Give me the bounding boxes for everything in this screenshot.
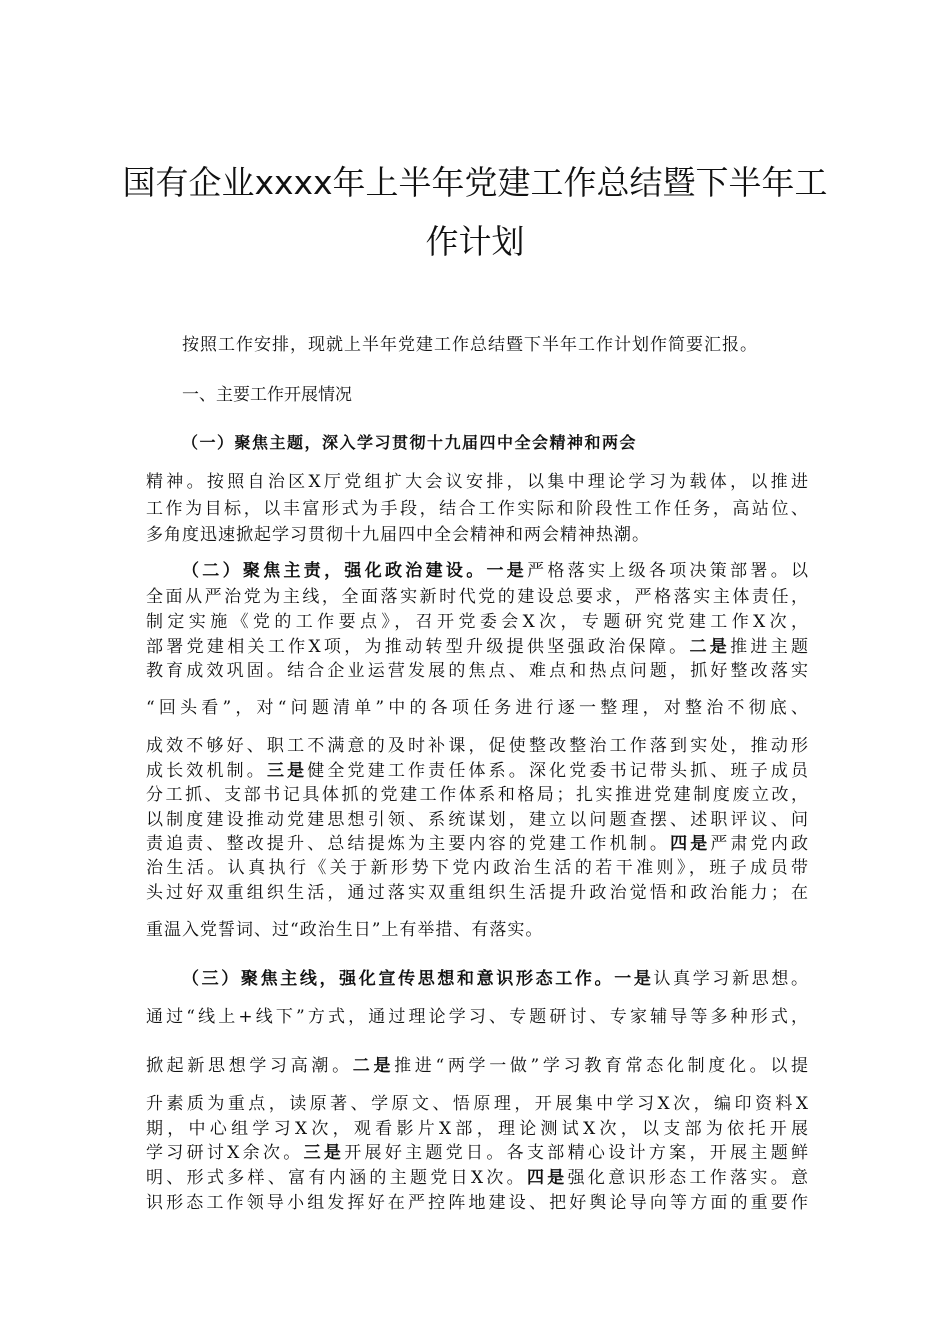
line-text: 推进“两学一做”学习教育常态化制度化。以提 bbox=[394, 1056, 809, 1076]
line-text: 强化意识形态工作落实。意 bbox=[567, 1168, 809, 1188]
subsection-2-line: 教育成效巩固。结合企业运营发展的焦点、难点和热点问题，抓好整改落实 bbox=[146, 661, 808, 681]
subsection-2-line bbox=[146, 829, 808, 854]
line-text: 健全党建工作责任体系。深化党委书记带头抓、班子成员 bbox=[307, 761, 808, 781]
subsection-3-line: 识形态工作领导小组发挥好在严控阵地建设、把好舆论导向等方面的重要作 bbox=[146, 1193, 808, 1213]
subsection-3-line bbox=[146, 1138, 808, 1163]
subsection-2-line bbox=[146, 756, 808, 781]
subsection-2-line: 全面从严治党为主线，全面落实新时代党的建设总要求，严格落实主体责任， bbox=[146, 587, 808, 607]
subsection-3-line bbox=[182, 964, 808, 989]
line-text: 明、形式多样、富有内涵的主题党日X次。 bbox=[146, 1168, 527, 1188]
subsection-1-line: 精神。按照自治区X厅党组扩大会议安排，以集中理论学习为载体，以推进 bbox=[146, 472, 808, 492]
subsection-3-line bbox=[146, 1051, 808, 1076]
subsection-2-line: 制定实施《党的工作要点》，召开党委会X次，专题研究党建工作X次， bbox=[146, 612, 808, 632]
emphasis-marker: 一是 bbox=[486, 561, 528, 581]
subsection-2-line: 分工抓、支部书记具体抓的党建工作体系和格局；扎实推进党建制度废立改， bbox=[146, 785, 808, 805]
document-title-line-1: 国有企业xxxx年上半年党建工作总结暨下半年工 bbox=[122, 163, 828, 202]
line-text: 掀起新思想学习高潮。 bbox=[146, 1056, 353, 1076]
subsection-2-heading: （二）聚焦主责，强化政治建设。 bbox=[182, 561, 487, 581]
subsection-2-line: 治生活。认真执行《关于新形势下党内政治生活的若干准则》，班子成员带 bbox=[146, 858, 808, 878]
subsection-3-line: 升素质为重点，读原著、学原文、悟原理，开展集中学习X次，编印资料X bbox=[146, 1094, 808, 1114]
subsection-2-line bbox=[146, 632, 808, 657]
subsection-3-line: 期，中心组学习X次，观看影片X部，理论测试X次，以支部为依托开展 bbox=[146, 1119, 808, 1139]
line-text: 学习研讨X余次。 bbox=[146, 1143, 304, 1163]
emphasis-marker: 三是 bbox=[303, 1143, 345, 1163]
line-text: 认真学习新思想。 bbox=[653, 969, 809, 989]
line-text: 责追责、整改提升、总结提炼为主要内容的党建工作机制。 bbox=[146, 834, 671, 854]
subsection-2-line: 成效不够好、职工不满意的及时补课，促使整改整治工作落到实处，推动形 bbox=[146, 736, 808, 756]
subsection-3-heading: （三）聚焦主线，强化宣传思想和意识形态工作。 bbox=[182, 969, 615, 989]
subsection-2-line: “回头看”，对“问题清单”中的各项任务进行逐一整理，对整治不彻底、 bbox=[146, 698, 808, 718]
subsection-2-line: 头过好双重组织生活，通过落实双重组织生活提升政治觉悟和政治能力；在 bbox=[146, 883, 808, 903]
section-1-heading: 一、主要工作开展情况 bbox=[182, 385, 352, 405]
subsection-2-line: 重温入党誓词、过“政治生日”上有举措、有落实。 bbox=[146, 920, 544, 940]
subsection-2-line: 以制度建设推动党建思想引领、系统谋划，建立以问题查摆、述职评议、问 bbox=[146, 810, 808, 830]
line-text: 部署党建相关工作X项，为推动转型升级提供坚强政治保障。 bbox=[146, 637, 690, 657]
subsection-3-line: 通过“线上+线下”方式，通过理论学习、专题研讨、专家辅导等多种形式， bbox=[146, 1007, 808, 1027]
emphasis-marker: 四是 bbox=[670, 834, 711, 854]
emphasis-marker: 一是 bbox=[614, 969, 654, 989]
subsection-2-line bbox=[182, 556, 808, 581]
line-text: 推进主题 bbox=[730, 637, 809, 657]
subsection-3-line bbox=[146, 1163, 808, 1188]
emphasis-marker: 三是 bbox=[266, 761, 308, 781]
line-text: 成长效机制。 bbox=[146, 761, 267, 781]
line-text: 开展好主题党日。各支部精心设计方案，开展主题鲜 bbox=[344, 1143, 809, 1163]
subsection-1-line: 工作为目标，以丰富形式为手段，结合工作实际和阶段性工作任务，高站位、 bbox=[146, 499, 808, 519]
document-title-line-2: 作计划 bbox=[425, 222, 525, 261]
emphasis-marker: 二是 bbox=[689, 637, 731, 657]
subsection-1-line: 多角度迅速掀起学习贯彻十九届四中全会精神和两会精神热潮。 bbox=[146, 525, 650, 545]
intro-paragraph: 按照工作安排，现就上半年党建工作总结暨下半年工作计划作简要汇报。 bbox=[182, 335, 758, 355]
line-text: 严格落实上级各项决策部署。以 bbox=[527, 561, 809, 581]
subsection-1-heading: （一）聚焦主题，深入学习贯彻十九届四中全会精神和两会 bbox=[182, 433, 638, 452]
line-text: 严肃党内政 bbox=[710, 834, 808, 854]
emphasis-marker: 二是 bbox=[352, 1056, 395, 1076]
emphasis-marker: 四是 bbox=[526, 1168, 568, 1188]
